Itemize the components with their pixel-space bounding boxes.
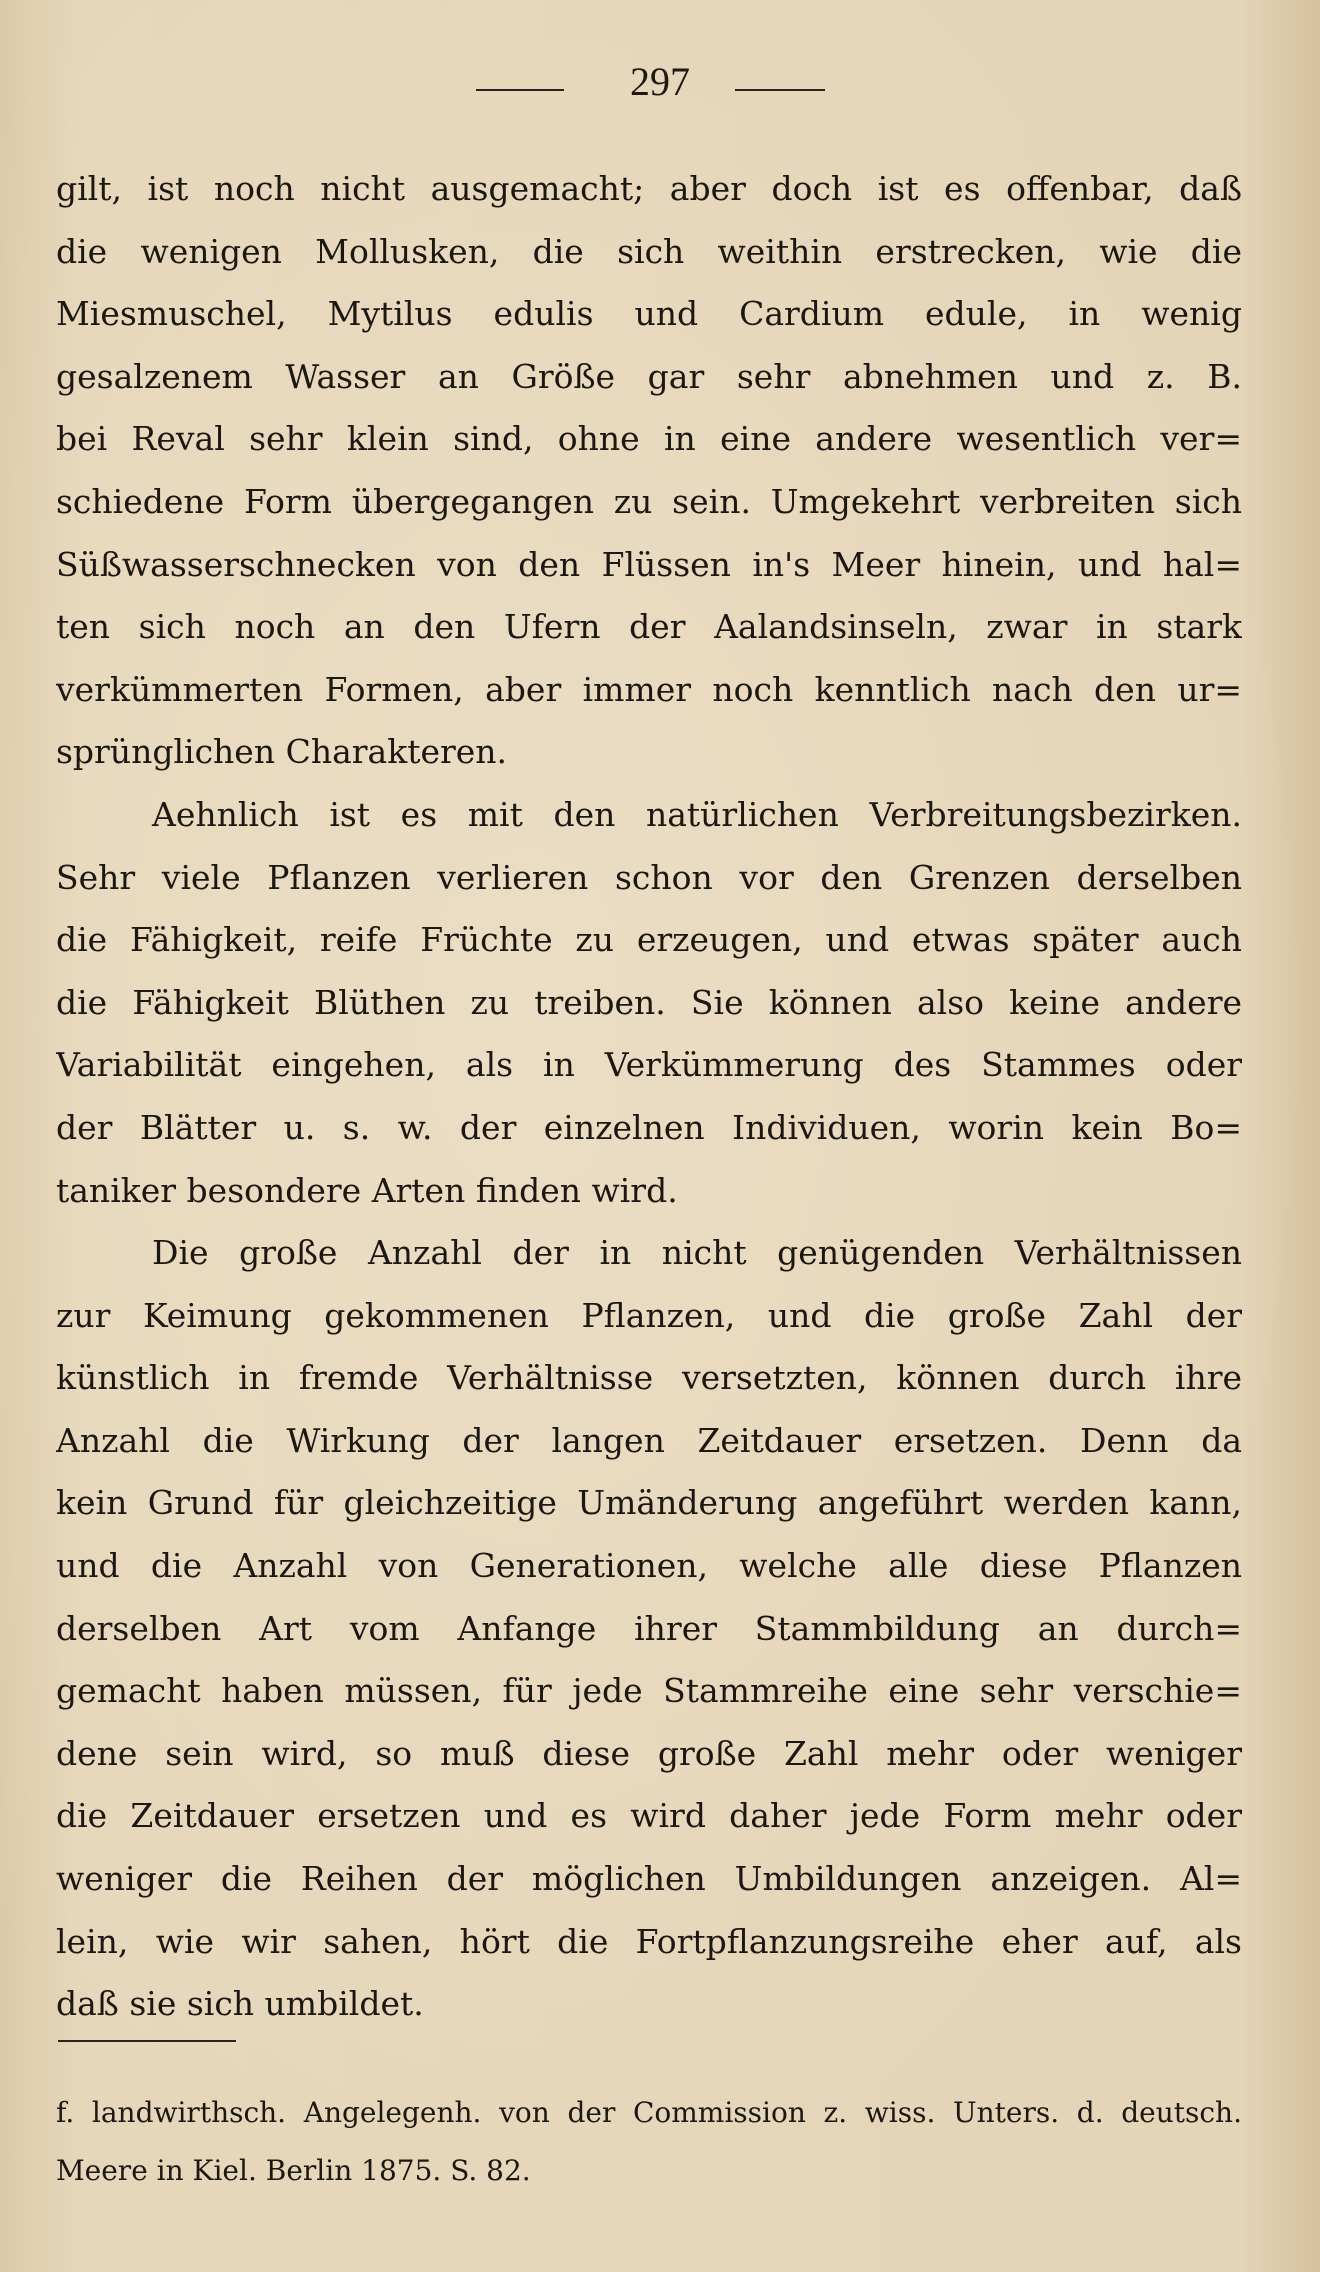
body-line: Anzahl die Wirkung der langen Zeitdauer ersetzen. Denn da <box>56 1420 1242 1460</box>
body-line: und die Anzahl von Generationen, welche alle diese Pflanzen <box>56 1546 1242 1586</box>
body-line: taniker besondere Arten finden wird. <box>56 1170 678 1210</box>
footnote-rule <box>58 2040 236 2042</box>
footnote-line: f. landwirthsch. Angelegenh. von der Commission z. wiss. Unters. d. deutsch. <box>56 2096 1242 2129</box>
body-line: gilt, ist noch nicht ausgemacht; aber doch ist es offenbar, daß <box>56 169 1242 208</box>
body-line: gesalzenem Wasser an Größe gar sehr abnehmen und z. B. <box>56 356 1242 396</box>
body-line: derselben Art vom Anfange ihrer Stammbildung an durch= <box>56 1608 1242 1648</box>
body-line: der Blätter u. s. w. der einzelnen Individuen, worin kein Bo= <box>56 1107 1242 1147</box>
body-line: Sehr viele Pflanzen verlieren schon vor den Grenzen derselben <box>56 857 1242 897</box>
body-line: die Zeitdauer ersetzen und es wird daher jede Form mehr oder <box>56 1796 1242 1836</box>
body-line: ten sich noch an den Ufern der Aalandsinseln, zwar in stark <box>56 607 1242 647</box>
footnote-line: Meere in Kiel. Berlin 1875. S. 82. <box>56 2154 531 2187</box>
body-line: Aehnlich ist es mit den natürlichen Verbreitungsbezirken. <box>152 794 1242 834</box>
body-line: schiedene Form übergegangen zu sein. Umgekehrt verbreiten sich <box>56 481 1242 521</box>
body-line: die Fähigkeit, reife Früchte zu erzeugen, und etwas später auch <box>56 920 1242 960</box>
body-text <box>56 158 1242 2036</box>
body-line: Miesmuschel, Mytilus edulis und Cardium edule, in wenig <box>56 294 1242 334</box>
body-line: sprünglichen Charakteren. <box>56 732 508 772</box>
body-line: bei Reval sehr klein sind, ohne in eine andere wesentlich ver= <box>56 419 1242 459</box>
body-line: Süßwasserschnecken von den Flüssen in's Meer hinein, und hal= <box>56 544 1242 584</box>
body-line: zur Keimung gekommenen Pflanzen, und die große Zahl der <box>56 1295 1242 1335</box>
body-line: gemacht haben müssen, für jede Stammreihe eine sehr verschie= <box>56 1671 1242 1711</box>
page-number: 297 <box>630 59 690 104</box>
body-line: Variabilität eingehen, als in Verkümmerung des Stammes oder <box>56 1045 1242 1085</box>
footnote <box>56 2084 1242 2200</box>
header-rule-left <box>476 89 564 91</box>
body-line: dene sein wird, so muß diese große Zahl mehr oder weniger <box>56 1733 1242 1773</box>
body-line: verkümmerten Formen, aber immer noch kenntlich nach den ur= <box>56 669 1242 709</box>
body-line: die wenigen Mollusken, die sich weithin erstrecken, wie die <box>56 231 1242 271</box>
header-rule-right <box>735 89 825 91</box>
body-line: Die große Anzahl der in nicht genügenden Verhältnissen <box>152 1233 1242 1273</box>
body-line: die Fähigkeit Blüthen zu treiben. Sie können also keine andere <box>56 982 1242 1022</box>
body-line: künstlich in fremde Verhältnisse versetzten, können durch ihre <box>56 1358 1242 1398</box>
body-line: kein Grund für gleichzeitige Umänderung angeführt werden kann, <box>56 1483 1242 1523</box>
body-line: weniger die Reihen der möglichen Umbildungen anzeigen. Al= <box>56 1859 1242 1899</box>
body-line: daß sie sich umbildet. <box>56 1984 424 2024</box>
body-line: lein, wie wir sahen, hört die Fortpflanzungsreihe eher auf, als <box>56 1921 1242 1961</box>
page-header <box>0 48 1320 128</box>
